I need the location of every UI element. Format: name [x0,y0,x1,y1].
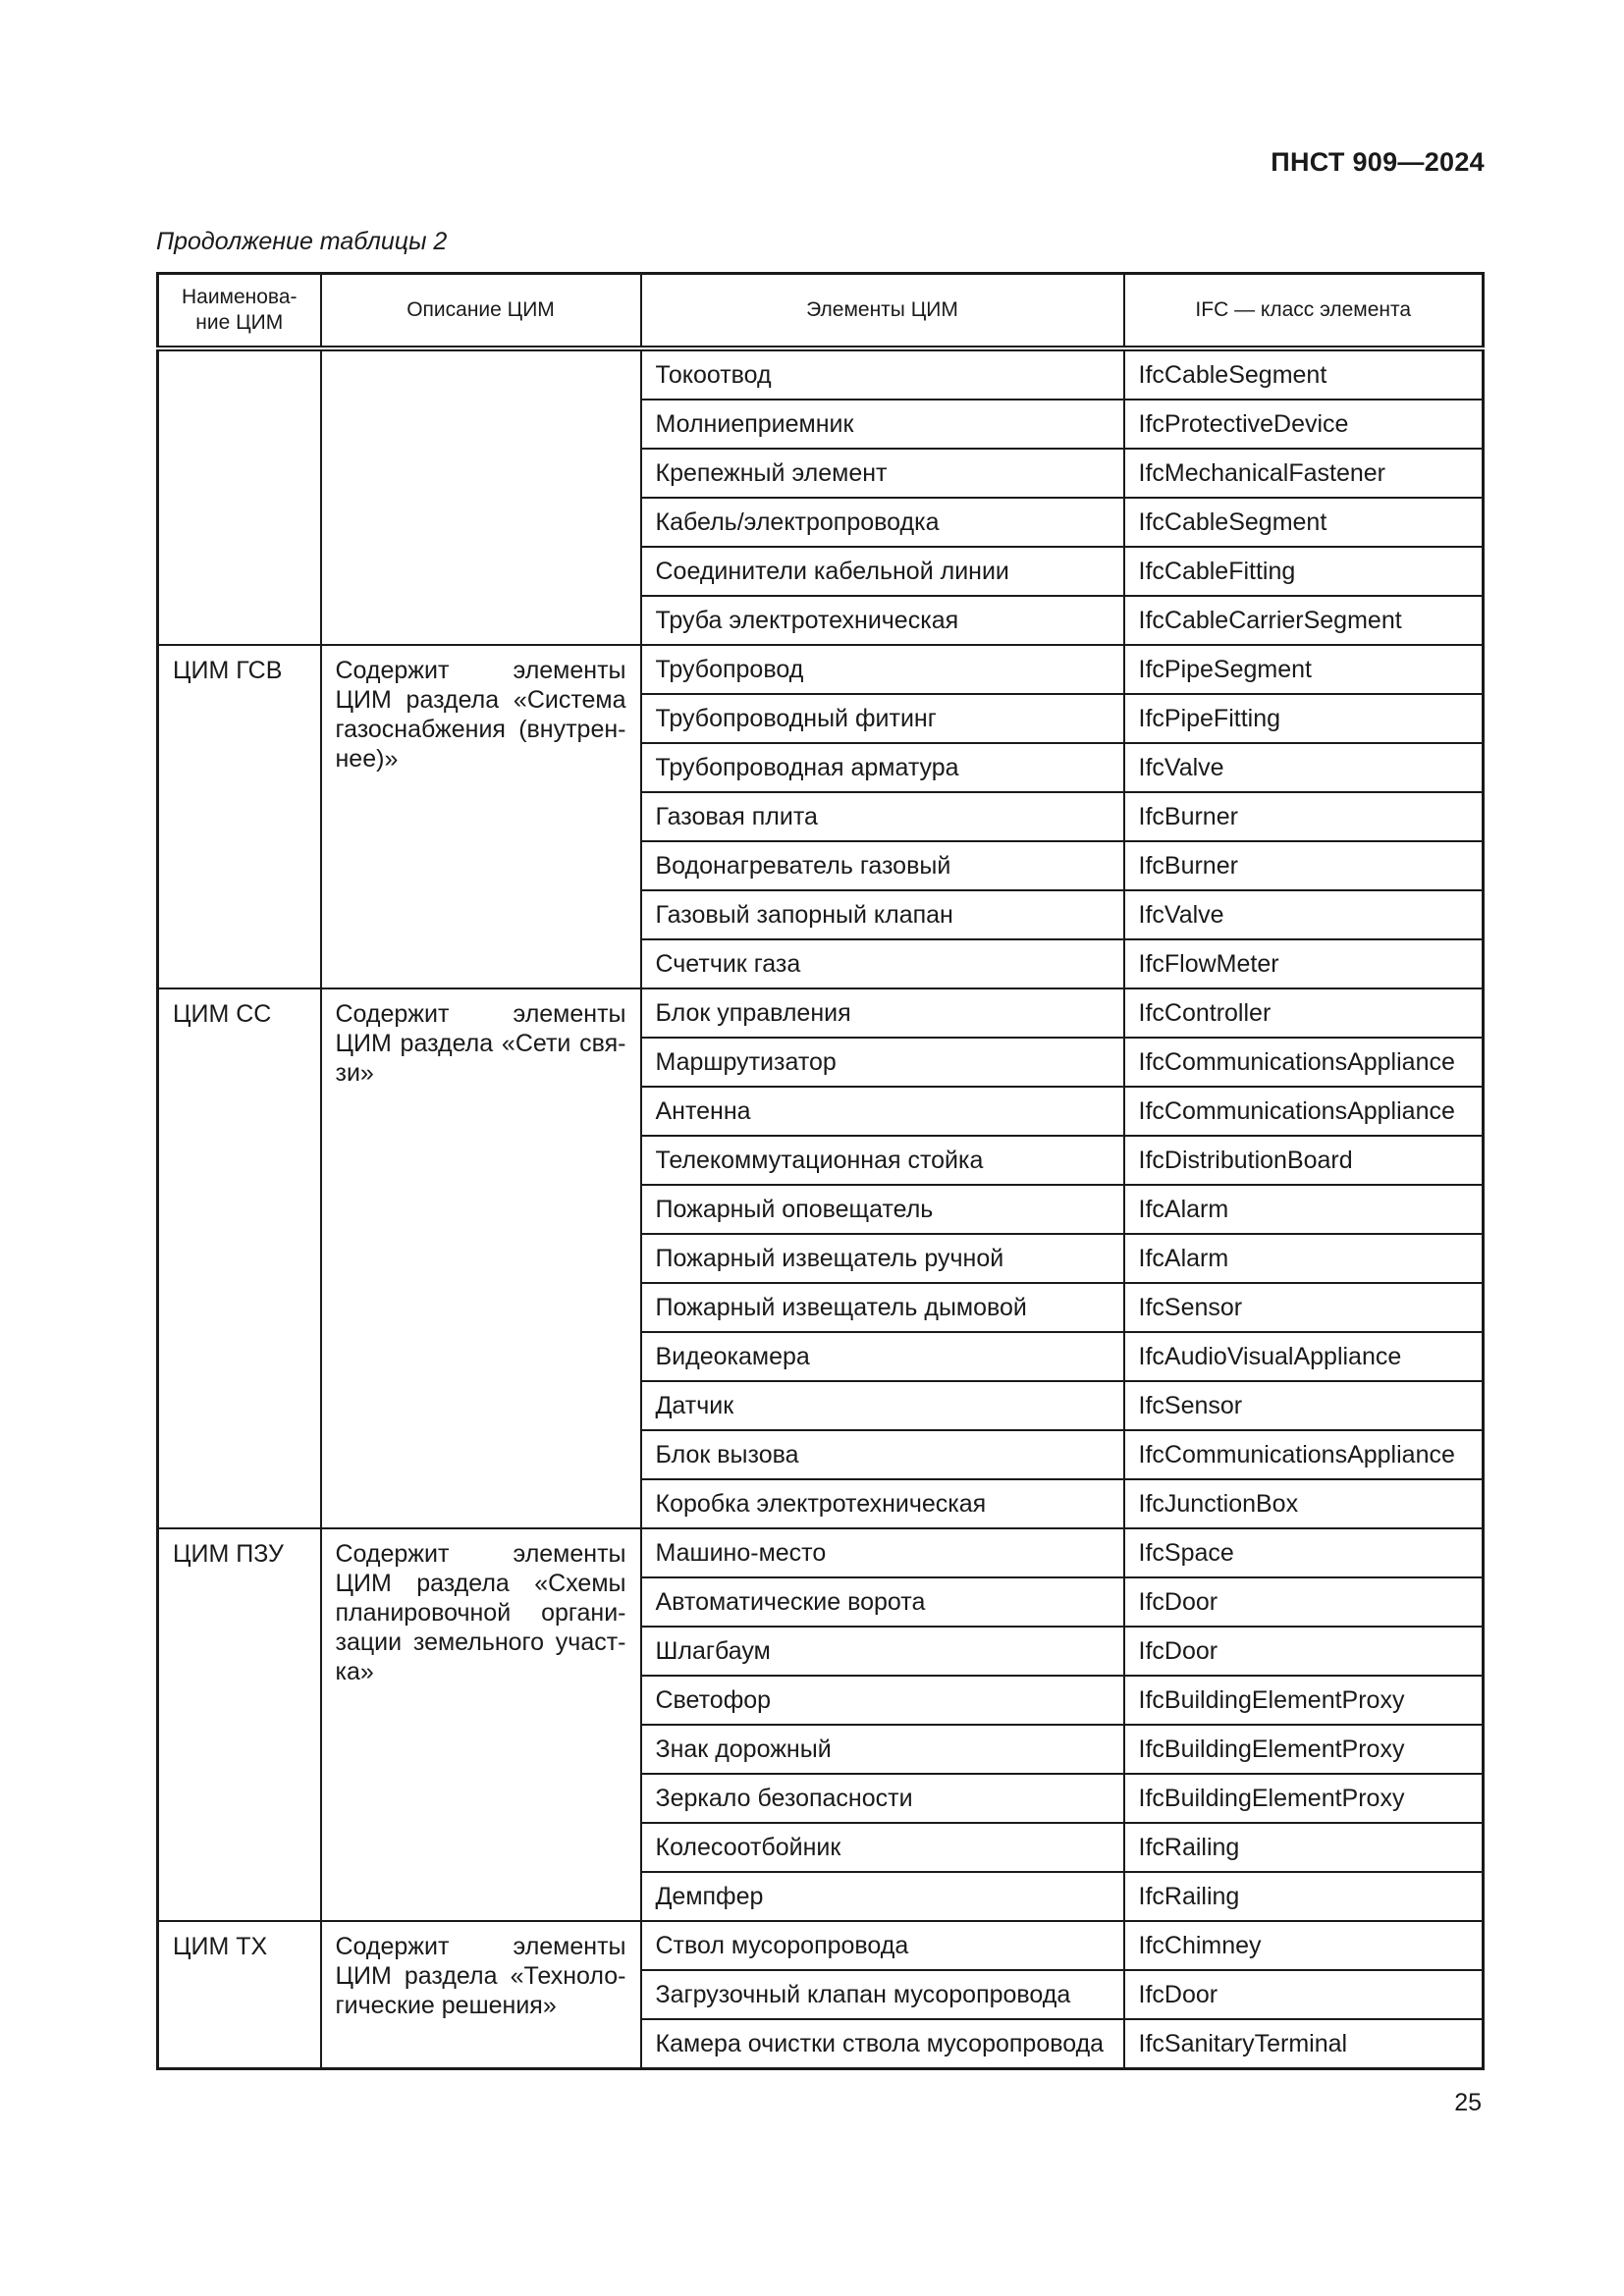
element-cell: Токоотвод [641,348,1124,400]
ifc-class-cell: IfcBurner [1124,792,1484,841]
elements-table [156,272,1485,2070]
table-caption: Продолжение таблицы 2 [156,228,448,255]
element-cell: Демпфер [641,1872,1124,1921]
element-cell: Телекоммутационная стойка [641,1136,1124,1185]
ifc-class-cell: IfcController [1124,988,1484,1038]
cim-name-cell: ЦИМ ПЗУ [158,1528,321,1921]
element-cell: Видеокамера [641,1332,1124,1381]
table-row [158,1528,1484,1577]
element-cell: Ствол мусоропровода [641,1921,1124,1970]
ifc-class-cell: IfcProtectiveDevice [1124,400,1484,449]
table-row [158,348,1484,400]
table-row [158,1921,1484,1970]
ifc-class-cell: IfcSensor [1124,1283,1484,1332]
cim-name-cell: ЦИМ ТХ [158,1921,321,2069]
ifc-class-cell: IfcCommunicationsAppliance [1124,1087,1484,1136]
element-cell: Блок вызова [641,1430,1124,1479]
element-cell: Трубопроводная арматура [641,743,1124,792]
element-cell: Знак дорожный [641,1725,1124,1774]
element-cell: Трубопроводный фитинг [641,694,1124,743]
element-cell: Соединители кабельной линии [641,547,1124,596]
element-cell: Коробка электротехническая [641,1479,1124,1528]
ifc-class-cell: IfcSanitaryTerminal [1124,2019,1484,2069]
page-number: 25 [1454,2089,1482,2116]
ifc-class-cell: IfcChimney [1124,1921,1484,1970]
element-cell: Пожарный извещатель ручной [641,1234,1124,1283]
ifc-class-cell: IfcBurner [1124,841,1484,890]
ifc-class-cell: IfcCableFitting [1124,547,1484,596]
element-cell: Шлагбаум [641,1627,1124,1676]
ifc-class-cell: IfcCableSegment [1124,348,1484,400]
ifc-class-cell: IfcDoor [1124,1627,1484,1676]
ifc-class-cell: IfcPipeFitting [1124,694,1484,743]
ifc-class-cell: IfcDoor [1124,1577,1484,1627]
ifc-class-cell: IfcDoor [1124,1970,1484,2019]
element-cell: Газовая плита [641,792,1124,841]
cim-name-cell [158,348,321,645]
header-elements: Элементы ЦИМ [641,274,1124,349]
element-cell: Счетчик газа [641,939,1124,988]
ifc-class-cell: IfcAlarm [1124,1185,1484,1234]
table-header-row [158,274,1484,349]
element-cell: Светофор [641,1676,1124,1725]
header-ifc-class: IFC — класс элемента [1124,274,1484,349]
table-body [158,348,1484,2069]
element-cell: Автоматические ворота [641,1577,1124,1627]
ifc-class-cell: IfcPipeSegment [1124,645,1484,694]
ifc-class-cell: IfcBuildingElementProxy [1124,1725,1484,1774]
ifc-class-cell: IfcFlowMeter [1124,939,1484,988]
ifc-class-cell: IfcBuildingElementProxy [1124,1676,1484,1725]
ifc-class-cell: IfcMechanicalFastener [1124,449,1484,498]
ifc-class-cell: IfcAlarm [1124,1234,1484,1283]
cim-description-cell: Содержит элементы ЦИМ раздела «Система газоснабжения (внутрен-нее)» [321,645,641,988]
element-cell: Пожарный оповещатель [641,1185,1124,1234]
ifc-class-cell: IfcCableSegment [1124,498,1484,547]
cim-description-cell: Содержит элементы ЦИМ раздела «Схемы планировочной органи-зации земельного участ-ка» [321,1528,641,1921]
element-cell: Молниеприемник [641,400,1124,449]
element-cell: Водонагреватель газовый [641,841,1124,890]
element-cell: Загрузочный клапан мусоропровода [641,1970,1124,2019]
element-cell: Трубопровод [641,645,1124,694]
ifc-class-cell: IfcJunctionBox [1124,1479,1484,1528]
ifc-class-cell: IfcSpace [1124,1528,1484,1577]
element-cell: Колесоотбойник [641,1823,1124,1872]
cim-description-cell: Содержит элементы ЦИМ раздела «Сети свя-зи» [321,988,641,1528]
element-cell: Машино-место [641,1528,1124,1577]
element-cell: Камера очистки ствола мусоропровода [641,2019,1124,2069]
ifc-class-cell: IfcValve [1124,743,1484,792]
ifc-class-cell: IfcCableCarrierSegment [1124,596,1484,645]
cim-description-cell: Содержит элементы ЦИМ раздела «Техноло-гические решения» [321,1921,641,2069]
element-cell: Зеркало безопасности [641,1774,1124,1823]
ifc-class-cell: IfcDistributionBoard [1124,1136,1484,1185]
ifc-class-cell: IfcRailing [1124,1823,1484,1872]
element-cell: Труба электротехническая [641,596,1124,645]
element-cell: Пожарный извещатель дымовой [641,1283,1124,1332]
header-description: Описание ЦИМ [321,274,641,349]
element-cell: Крепежный элемент [641,449,1124,498]
element-cell: Газовый запорный клапан [641,890,1124,939]
header-name: Наименова-ние ЦИМ [158,274,321,349]
element-cell: Кабель/электропроводка [641,498,1124,547]
table-row [158,988,1484,1038]
ifc-class-cell: IfcCommunicationsAppliance [1124,1430,1484,1479]
ifc-class-cell: IfcBuildingElementProxy [1124,1774,1484,1823]
element-cell: Антенна [641,1087,1124,1136]
element-cell: Блок управления [641,988,1124,1038]
ifc-class-cell: IfcCommunicationsAppliance [1124,1038,1484,1087]
cim-description-cell [321,348,641,645]
ifc-class-cell: IfcRailing [1124,1872,1484,1921]
element-cell: Маршрутизатор [641,1038,1124,1087]
ifc-class-cell: IfcAudioVisualAppliance [1124,1332,1484,1381]
ifc-class-cell: IfcSensor [1124,1381,1484,1430]
ifc-class-cell: IfcValve [1124,890,1484,939]
cim-name-cell: ЦИМ СС [158,988,321,1528]
element-cell: Датчик [641,1381,1124,1430]
cim-name-cell: ЦИМ ГСВ [158,645,321,988]
document-code: ПНСТ 909—2024 [1271,147,1485,177]
table-row [158,645,1484,694]
